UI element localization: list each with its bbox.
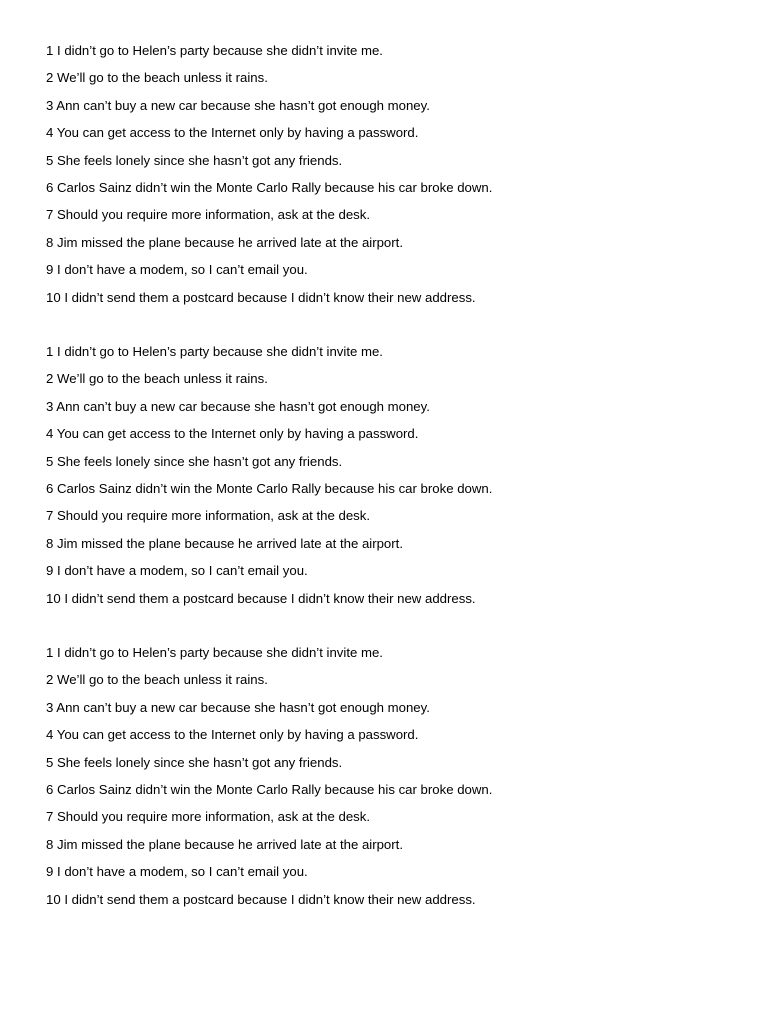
sentence-line: 8 Jim missed the plane because he arrived late at the airport. — [46, 234, 403, 250]
sentence-line: 3 Ann can’t buy a new car because she hasn’t got enough money. — [46, 398, 430, 414]
sentence-line: 4 You can get access to the Internet only by having a password. — [46, 426, 419, 442]
sentence-line: 2 We’ll go to the beach unless it rains. — [46, 70, 268, 86]
sentence-line: 3 Ann can’t buy a new car because she hasn’t got enough money. — [46, 97, 430, 113]
sentence-line: 1 I didn’t go to Helen’s party because she didn’t invite me. — [46, 344, 383, 359]
sentence-line: 2 We’ll go to the beach unless it rains. — [46, 672, 268, 688]
sentence-line: 10 I didn’t send them a postcard because I didn’t know their new address. — [46, 289, 476, 305]
sentence-list-2 — [46, 343, 726, 617]
sentence-line: 7 Should you require more information, ask at the desk. — [46, 809, 371, 825]
sentence-line: 9 I don’t have a modem, so I can’t email you. — [46, 563, 308, 579]
sentence-line: 7 Should you require more information, ask at the desk. — [46, 207, 371, 223]
sentence-line: 8 Jim missed the plane because he arrived late at the airport. — [46, 836, 403, 852]
sentence-line: 6 Carlos Sainz didn’t win the Monte Carlo Rally because his car broke down. — [46, 179, 493, 195]
sentence-line: 2 We’ll go to the beach unless it rains. — [46, 371, 268, 387]
sentence-line: 1 I didn’t go to Helen’s party because she didn’t invite me. — [46, 645, 383, 660]
sentence-line: 9 I don’t have a modem, so I can’t email you. — [46, 864, 308, 880]
sentence-line: 3 Ann can’t buy a new car because she hasn’t got enough money. — [46, 699, 430, 715]
sentence-line: 8 Jim missed the plane because he arrived late at the airport. — [46, 535, 403, 551]
sentence-line: 4 You can get access to the Internet only by having a password. — [46, 125, 419, 141]
sentence-line: 6 Carlos Sainz didn’t win the Monte Carlo Rally because his car broke down. — [46, 781, 493, 797]
sentence-line: 10 I didn’t send them a postcard because I didn’t know their new address. — [46, 590, 476, 606]
sentence-line: 9 I don’t have a modem, so I can’t email you. — [46, 262, 308, 278]
sentence-line: 1 I didn’t go to Helen’s party because she didn’t invite me. — [46, 43, 383, 58]
sentence-list-1 — [46, 42, 726, 316]
sentence-line: 7 Should you require more information, ask at the desk. — [46, 508, 371, 524]
sentence-line: 4 You can get access to the Internet only by having a password. — [46, 727, 419, 743]
sentence-line: 5 She feels lonely since she hasn’t got any friends. — [46, 152, 343, 168]
sentence-list-3 — [46, 644, 726, 918]
sentence-line: 6 Carlos Sainz didn’t win the Monte Carlo Rally because his car broke down. — [46, 480, 493, 496]
sentence-line: 5 She feels lonely since she hasn’t got any friends. — [46, 453, 343, 469]
sentence-line: 5 She feels lonely since she hasn’t got any friends. — [46, 754, 343, 770]
sentence-line: 10 I didn’t send them a postcard because I didn’t know their new address. — [46, 891, 476, 907]
